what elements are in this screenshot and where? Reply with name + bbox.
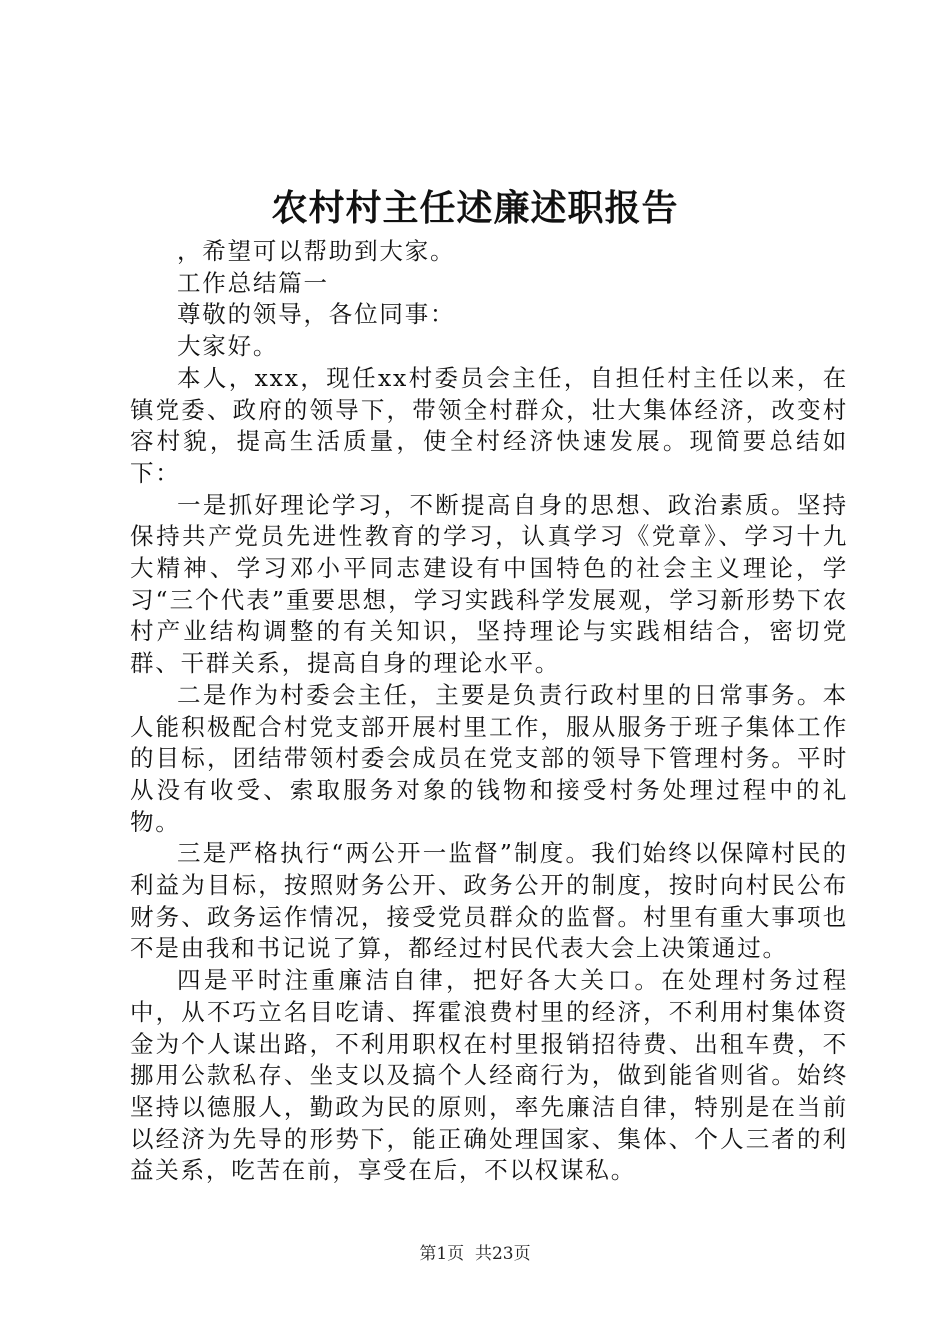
page-number-footer: 第1页 共23页	[419, 1244, 531, 1264]
body-paragraph: 工作总结篇一	[177, 268, 329, 297]
body-paragraph: 三是严格执行“两公开一监督”制度。我们始终以保障村民的利益为目标，按照财务公开、政务公开的制度，按时向村民公布财务、政务运作情况，接受党员群众的监督。村里有重大事项也不是由我和书记说了算，都经过村民代表大会上决策通过。	[130, 839, 848, 963]
body-paragraph: 四是平时注重廉洁自律，把好各大关口。在处理村务过程中，从不巧立名目吃请、挥霍浪费村里的经济，不利用村集体资金为个人谋出路，不利用职权在村里报销招待费、出租车费，不挪用公款私存、坐支以及搞个人经商行为，做到能省则省。始终坚持以德服人，勤政为民的原则，率先廉洁自律，特别是在当前以经济为先导的形势下，能正确处理国家、集体、个人三者的利益关系，吃苦在前，享受在后，不以权谋私。	[130, 966, 848, 1185]
body-paragraph: 一是抓好理论学习，不断提高自身的思想、政治素质。坚持保持共产党员先进性教育的学习，认真学习《党章》、学习十九大精神、学习邓小平同志建设有中国特色的社会主义理论，学习“三个代表”重要思想，学习实践科学发展观，学习新形势下农村产业结构调整的有关知识，坚持理论与实践相结合，密切党群、干群关系，提高自身的理论水平。	[130, 490, 848, 678]
body-paragraph: 尊敬的领导，各位同事：	[177, 300, 456, 329]
body-paragraph: 大家好。	[177, 332, 279, 361]
body-paragraph: 本人，xxx，现任xx村委员会主任，自担任村主任以来，在镇党委、政府的领导下，带领全村群众，壮大集体经济，改变村容村貌，提高生活质量，使全村经济快速发展。现简要总结如下：	[130, 363, 848, 487]
document-title: 农村村主任述廉述职报告	[271, 187, 679, 229]
body-paragraph: ，希望可以帮助到大家。	[177, 237, 456, 265]
body-paragraph: 二是作为村委会主任，主要是负责行政村里的日常事务。本人能积极配合村党支部开展村里工作，服从服务于班子集体工作的目标，团结带领村委会成员在党支部的领导下管理村务。平时从没有收受、索取服务对象的钱物和接受村务处理过程中的礼物。	[130, 680, 848, 836]
document-body	[130, 236, 848, 1187]
